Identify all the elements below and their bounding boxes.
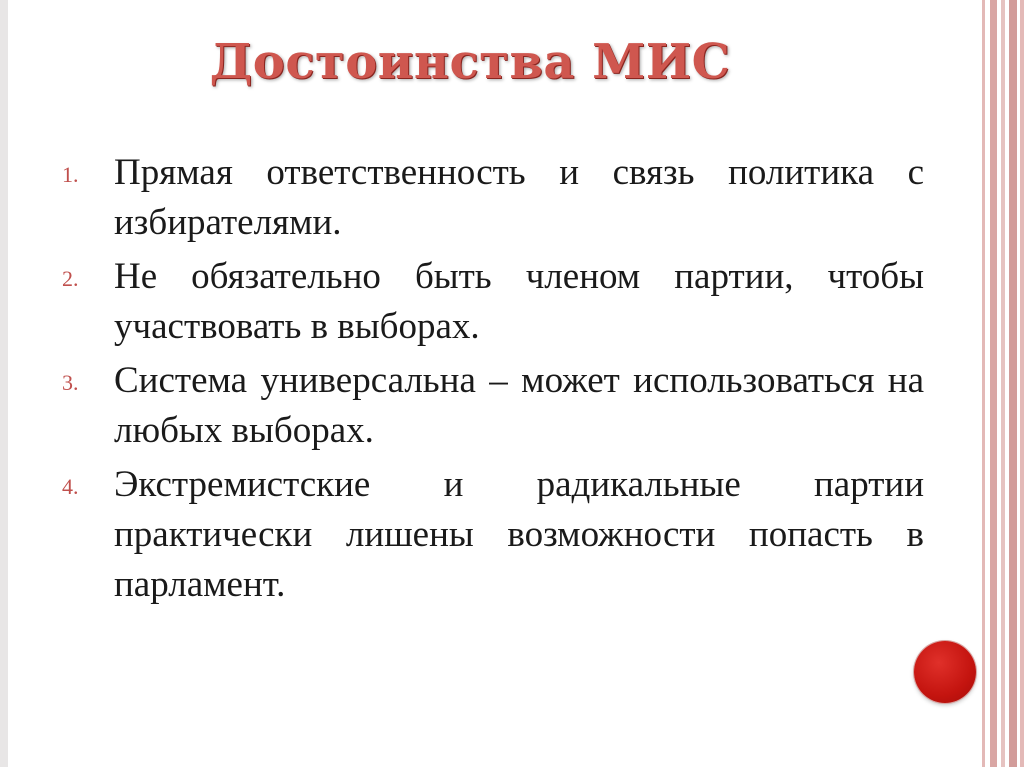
list-item-number: 1.: [62, 162, 79, 187]
list-item-number: 3.: [62, 370, 79, 395]
right-frame-stripe-5: [1020, 0, 1024, 767]
slide-title: Достоинства МИС: [209, 34, 731, 90]
list-item-text: Система универсальна – может использоваться на любых выборах.: [114, 360, 924, 451]
list-item: [62, 252, 924, 352]
left-frame-border: [0, 0, 8, 767]
right-frame-stripe-1: [982, 0, 985, 767]
red-circle-decoration: [914, 641, 976, 703]
list-item-text: Прямая ответственность и связь политика с избирателями.: [114, 152, 924, 243]
right-frame-stripe-3: [1001, 0, 1005, 767]
list-item-number: 4.: [62, 474, 79, 499]
list-item-text: Не обязательно быть членом партии, чтобы участвовать в выборах.: [114, 256, 924, 347]
advantages-list: [62, 148, 924, 614]
list-item: [62, 460, 924, 610]
list-item-text: Экстремистские и радикальные партии практически лишены возможности попасть в парламент.: [114, 464, 924, 605]
right-frame-stripe-4: [1009, 0, 1017, 767]
list-item-number: 2.: [62, 266, 79, 291]
list-item: [62, 356, 924, 456]
right-frame-stripe-2: [990, 0, 997, 767]
list-item: [62, 148, 924, 248]
